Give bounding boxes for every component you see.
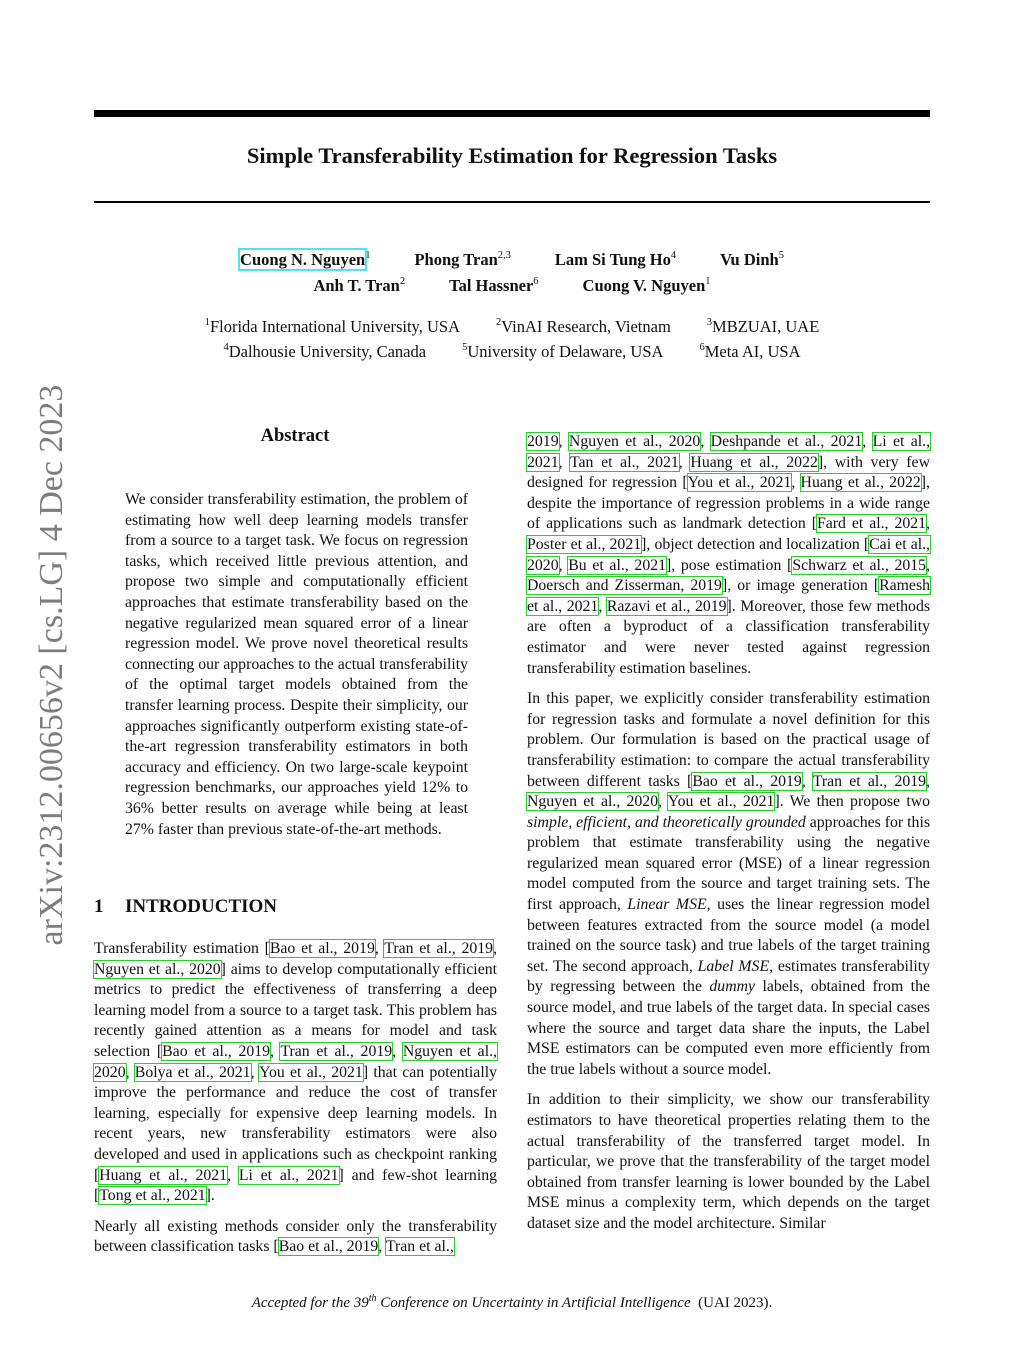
text-run: ,: [493, 940, 498, 957]
text-run: ,: [227, 1166, 239, 1184]
section-title: INTRODUCTION: [125, 896, 278, 917]
citation-link[interactable]: Bao et al., 2019: [692, 772, 802, 790]
text-run: ,: [250, 1063, 260, 1081]
citation-link[interactable]: Li et al., 2021: [527, 433, 931, 471]
intro-paragraph-5: [527, 1090, 930, 1234]
footer-post: Conference on Uncertainty in Artificial Intelligence: [376, 1295, 691, 1311]
authors-row-2: [94, 276, 930, 296]
author-affil-mark: 2,3: [497, 250, 511, 261]
citation-link[interactable]: Tong et al., 2021: [99, 1187, 206, 1205]
author-affil-mark: 2: [399, 276, 406, 287]
text-run: ,: [392, 1042, 403, 1060]
affiliations-row-1: [94, 317, 930, 337]
emphasis-text: simple, efficient, and theoretically grounded: [527, 813, 806, 831]
author: [313, 276, 405, 296]
text-run: ], despite the importance of regression problems in a wide range of applications such as landmark detection [: [527, 474, 930, 533]
emphasis-text: Label MSE: [697, 957, 770, 975]
text-run: ] aims to develop computationally efficient metrics to predict the effectiveness of transferring a deep learning model from a source to a target task. This problem has recently gained attention as a means for model and task selection [: [94, 960, 497, 1060]
intro-paragraph-4: [527, 689, 930, 1080]
citation-link[interactable]: Nguyen et al., 2020: [527, 793, 659, 811]
author: [414, 250, 510, 270]
citation-link[interactable]: Tan et al., 2021: [569, 453, 679, 471]
affiliation-mark: 6: [699, 342, 705, 353]
text-run: ,: [700, 433, 711, 450]
citation-link[interactable]: You et al., 2021: [667, 793, 775, 811]
text-run: ,: [791, 474, 801, 492]
text-run: , uses the linear regression model between features extracted from the source model (a model trained on the source task) and true labels of the target training set. The second approach,: [527, 896, 930, 975]
affiliation-name: Meta AI, USA: [704, 342, 801, 361]
text-run: ,: [374, 940, 385, 957]
footer-sup: th: [368, 1293, 377, 1304]
affiliation: [707, 317, 820, 337]
emphasis-text: dummy: [709, 978, 756, 996]
citation-link[interactable]: Bu et al., 2021: [568, 556, 667, 574]
author-name: Tal Hassner: [449, 276, 534, 295]
author: [720, 250, 784, 270]
citation-link[interactable]: Huang et al., 2021: [99, 1166, 228, 1184]
affiliation-mark: 4: [223, 342, 229, 353]
author-name: Cuong V. Nguyen: [582, 276, 706, 295]
text-run: ,: [270, 1042, 281, 1060]
citation-link[interactable]: Cai et al., 2020: [527, 535, 930, 574]
affiliation: [205, 317, 460, 337]
citation-link[interactable]: Razavi et al., 2019: [606, 597, 727, 615]
affiliation: [223, 342, 426, 362]
citation-link[interactable]: Bao et al., 2019: [162, 1042, 271, 1060]
text-run: ,: [926, 772, 930, 790]
intro-paragraph-1: [94, 939, 497, 1207]
emphasis-text: Linear MSE: [627, 896, 707, 914]
citation-link[interactable]: You et al., 2021: [259, 1063, 363, 1081]
author-name: Anh T. Tran: [313, 276, 400, 295]
author-name: Lam Si Tung Ho: [554, 250, 671, 269]
citation-link[interactable]: Li et al., 2021: [238, 1166, 339, 1184]
text-run: ,: [658, 793, 668, 811]
footer-pre: Accepted for the 39: [251, 1295, 369, 1311]
text-run: ,: [801, 772, 813, 790]
affiliation-name: MBZUAI, UAE: [712, 317, 820, 336]
text-run: ], pose estimation [: [666, 556, 793, 574]
citation-link[interactable]: Poster et al., 2021: [527, 535, 642, 553]
text-run: ,: [678, 453, 691, 471]
author-affil-mark: 1: [705, 276, 711, 287]
affiliation-name: University of Delaware, USA: [467, 342, 664, 361]
citation-link[interactable]: Fard et al., 2021: [817, 515, 927, 533]
left-column: [94, 939, 497, 1268]
affiliation-mark: 1: [204, 317, 210, 328]
abstract-text: We consider transferability estimation, the problem of estimating how well deep learning models transfer from a source to a target task. We focus on regression tasks, which received little previous attention, and propose two simple and computationally efficient approaches that estimate transferability based on the negative regularized mean squared error of a linear regression model. We prove novel theoretical results connecting our approaches to the actual transferability of the optimal target models obtained from the transfer learning process. Despite their simplicity, our approaches significantly outperform existing state-of-the-art regression transferability estimators in both accuracy and efficiency. On two large-scale keypoint regression benchmarks, our approaches yield 12% to 36% better results on average while being at least 27% faster than previous state-of-the-art methods.: [125, 491, 469, 838]
affiliation-mark: 2: [496, 317, 502, 328]
affiliation: [496, 317, 671, 337]
citation-link[interactable]: Tran et al., 2019: [812, 772, 927, 790]
citation-link[interactable]: Tran et al., 2019: [384, 940, 494, 957]
text-run: ].: [205, 1187, 215, 1205]
text-run: , estimates transferability by regressing between the: [527, 957, 931, 996]
text-run: labels, obtained from the source model, and true labels of the target data. In special cases where the source and target data share the inputs, the Label MSE estimators can be computed even more efficiently from the true labels without a source model.: [527, 978, 930, 1078]
authors-row-1: [94, 250, 930, 270]
citation-link[interactable]: Nguyen et al., 2020: [568, 433, 701, 450]
text-run: ,: [558, 433, 569, 450]
text-run: ]. We then propose two: [774, 793, 931, 811]
author-affil-mark: 4: [670, 250, 677, 261]
affiliation: [699, 342, 800, 362]
section-heading: [94, 896, 277, 918]
abstract-body: [125, 490, 468, 850]
affiliation-name: VinAI Research, Vietnam: [501, 317, 671, 336]
affiliations-row-2: [94, 342, 930, 362]
intro-paragraph-2: [94, 1217, 497, 1258]
text-run: In addition to their simplicity, we show our transferability estimators to have theoretical properties relating them to the actual transferability of the transferred target model. In particular, we prove that the transferability of the target model obtained from transfer learning is lower bounded by the Label MSE minus a complexity term, which depends on the target dataset size and the model architecture. Similar: [527, 1091, 930, 1232]
author: [240, 250, 370, 270]
citation-link[interactable]: Nguyen et al., 2020: [94, 960, 221, 978]
author-affil-mark: 5: [778, 250, 784, 261]
affiliation-mark: 5: [462, 342, 468, 353]
citation-link[interactable]: Nguyen et al., 2020: [94, 1042, 497, 1081]
text-run: ]. Moreover, those few methods are often a byproduct of a classification transferability estimator and were never tested against regression transferability estimation baselines.: [527, 597, 930, 677]
author-affil-mark: 6: [533, 276, 539, 287]
citation-link[interactable]: Bao et al., 2019: [269, 940, 375, 957]
author-name: Vu Dinh: [720, 250, 779, 269]
author-name[interactable]: Cuong N. Nguyen: [240, 250, 366, 269]
author: [583, 276, 711, 296]
text-run: ,: [598, 597, 607, 615]
affiliation: [462, 342, 663, 362]
paper-title: Simple Transferability Estimation for Regression Tasks: [246, 143, 778, 168]
citation-link[interactable]: Bao et al., 2019: [278, 1238, 379, 1256]
author-affil-mark: 1: [365, 250, 371, 261]
title-rule-top: [94, 110, 930, 117]
citation-link[interactable]: 2019: [527, 433, 559, 450]
text-run: approaches for this problem that estimate transferability using the negative regularized mean squared error (MSE) of a linear regression model computed from the source and target training sets. The first approach,: [527, 813, 930, 914]
affiliation-name: Dalhousie University, Canada: [228, 342, 427, 361]
citation-link[interactable]: Doersch and Zisserman, 2019: [527, 577, 722, 595]
text-run: ,: [125, 1063, 135, 1081]
text-run: Nearly all existing methods consider only the transferability between classification tasks [: [94, 1217, 497, 1256]
text-run: In this paper, we explicitly consider transferability estimation for regression tasks and formulate a novel definition for this problem. Our formulation is based on the practical usage of transferability estimation: to compare the actual transferability between different tasks [: [527, 690, 930, 790]
text-run: Transferability estimation [: [94, 940, 270, 957]
citation-link[interactable]: Tran et al.,: [385, 1238, 454, 1256]
right-column: [527, 432, 930, 1245]
citation-link[interactable]: You et al., 2021: [687, 474, 792, 492]
citation-link[interactable]: Huang et al., 2022: [800, 474, 921, 492]
intro-paragraph-3: [527, 432, 930, 679]
abstract-heading: Abstract: [260, 426, 330, 446]
citation-link[interactable]: Bolya et al., 2021: [134, 1063, 251, 1081]
text-run: ,: [378, 1238, 386, 1256]
citation-link[interactable]: Huang et al., 2022: [690, 453, 818, 471]
citation-link[interactable]: Deshpande et al., 2021: [710, 433, 863, 450]
text-run: ,: [558, 453, 570, 471]
text-run: ], or image generation [: [721, 577, 880, 595]
text-run: ,: [862, 433, 873, 450]
footer-tail: (UAI 2023).: [698, 1295, 773, 1311]
author: [555, 250, 676, 270]
affiliation-name: Florida International University, USA: [209, 317, 460, 336]
citation-link[interactable]: Ramesh et al., 2021: [527, 577, 930, 615]
footer-note: [94, 1293, 930, 1312]
text-run: ] and few-shot learning [: [94, 1166, 498, 1205]
title-rule-bottom: [94, 201, 930, 203]
text-run: ,: [558, 556, 569, 574]
citation-link[interactable]: Tran et al., 2019: [280, 1042, 393, 1060]
section-number: 1: [94, 896, 104, 917]
text-run: ], with very few designed for regression [: [527, 453, 930, 492]
affiliation-mark: 3: [706, 317, 713, 328]
text-run: ], object detection and localization [: [641, 535, 870, 553]
author: [449, 276, 538, 296]
author-name: Phong Tran: [414, 250, 498, 269]
text-run: ,: [926, 515, 930, 533]
text-run: ] that can potentially improve the performance and reduce the cost of transfer learning, especially for expensive deep learning models. In recent years, new transferability estimators were also developed and used in applications such as checkpoint ranking [: [94, 1063, 497, 1184]
text-run: ,: [926, 556, 930, 574]
arxiv-id[interactable]: arXiv:2312.00656v2 [cs.LG] 4 Dec 2023: [33, 384, 70, 946]
citation-link[interactable]: Schwarz et al., 2015: [792, 556, 927, 574]
